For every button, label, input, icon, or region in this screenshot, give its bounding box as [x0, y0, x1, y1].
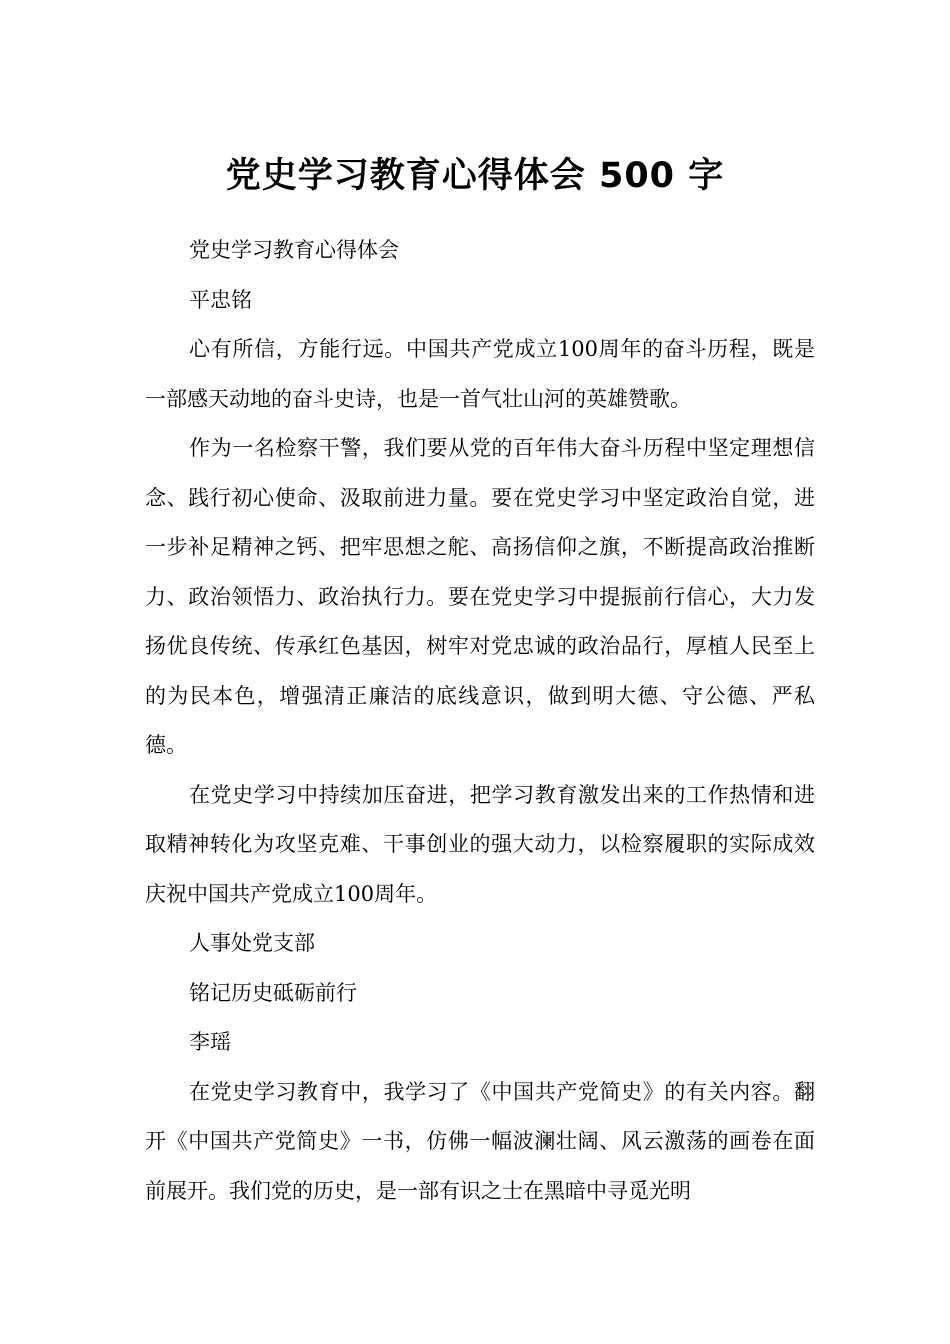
author-name: 李瑶 [189, 1030, 231, 1054]
body-paragraph: 在党史学习教育中，我学习了《中国共产党简史》的有关内容。翻开《中国共产党简史》一书，仿佛一幅波澜壮阔、风云激荡的画卷在面前展开。我们党的历史，是一部有识之士在黑暗中寻觅光明 [145, 1079, 815, 1203]
document-body [145, 226, 815, 1216]
body-paragraph: 在党史学习中持续加压奋进，把学习教育激发出来的工作热情和进取精神转化为攻坚克难、干事创业的强大动力，以检察履职的实际成效庆祝中国共产党成立100周年。 [145, 782, 815, 906]
document-title: 党史学习教育心得体会 500 字 [225, 156, 725, 197]
body-paragraph: 作为一名检察干警，我们要从党的百年伟大奋斗历程中坚定理想信念、践行初心使命、汲取前进力量。要在党史学习中坚定政治自觉，进一步补足精神之钙、把牢思想之舵、高扬信仰之旗，不断提高政治推断力、政治领悟力、政治执行力。要在党史学习中提振前行信心，大力发扬优良传统、传承红色基因，树牢对党忠诚的政治品行，厚植人民至上的为民本色，增强清正廉洁的底线意识，做到明大德、守公德、严私德。 [145, 436, 815, 757]
author-name: 平忠铭 [189, 287, 252, 312]
section-heading: 党史学习教育心得体会 [189, 238, 399, 262]
section-heading: 铭记历史砥砺前行 [189, 980, 357, 1005]
body-paragraph: 心有所信，方能行远。中国共产党成立100周年的奋斗历程，既是一部感天动地的奋斗史诗，也是一首气壮山河的英雄赞歌。 [145, 337, 815, 411]
department-name: 人事处党支部 [189, 931, 315, 955]
